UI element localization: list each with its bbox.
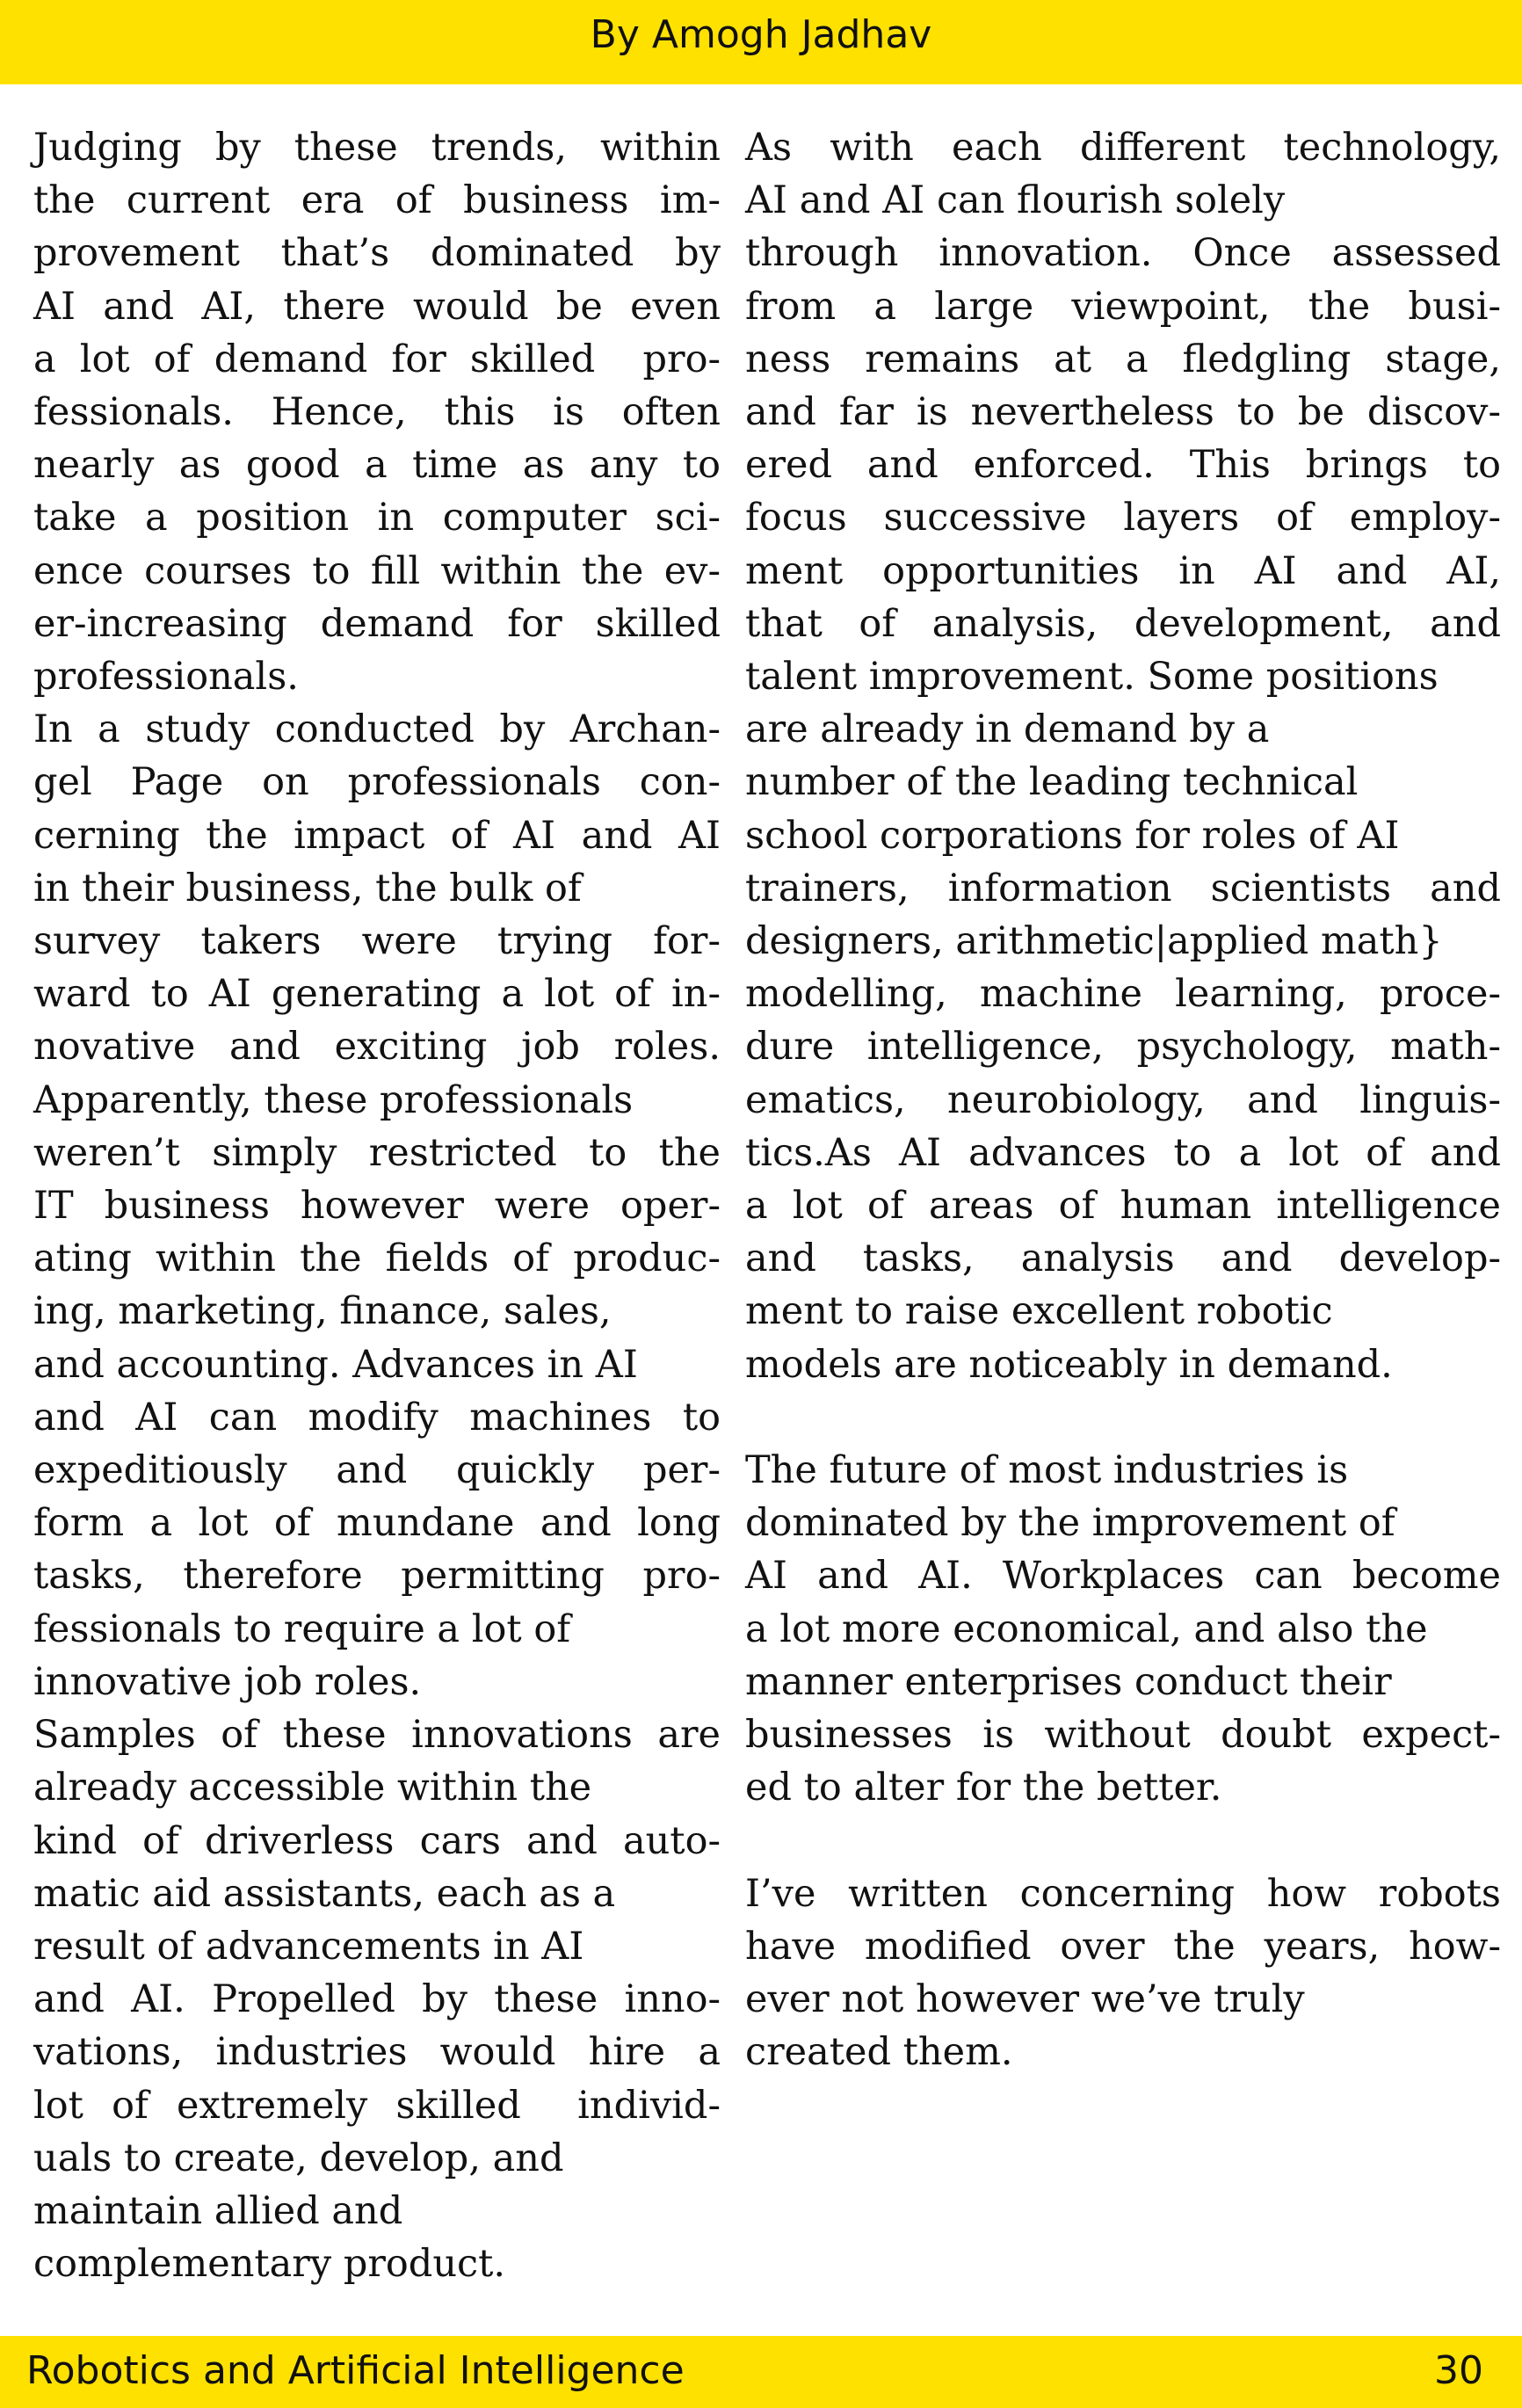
text-line: nearly as good a time as any to xyxy=(33,443,721,488)
text-line: and AI. Propelled by these inno- xyxy=(33,1977,721,2022)
text-line: novative and exciting job roles. xyxy=(33,1025,721,1070)
text-line: dure intelligence, psychology, math- xyxy=(745,1025,1501,1070)
text-line: ward to AI generating a lot of in- xyxy=(33,972,721,1017)
author-byline: By Amogh Jadhav xyxy=(590,12,932,57)
text-line: and AI can modify machines to xyxy=(33,1395,721,1440)
text-line: As with each different technology, xyxy=(745,126,1501,170)
text-line: uals to create, develop, and xyxy=(33,2136,564,2180)
text-line: already accessible within the xyxy=(33,1766,592,1810)
text-line: dominated by the improvement of xyxy=(745,1501,1395,1546)
text-line: complementary product. xyxy=(33,2242,506,2287)
article-left-column xyxy=(33,121,721,2290)
text-line: talent improvement. Some positions xyxy=(745,655,1439,700)
text-line: Judging by these trends, within xyxy=(33,126,721,170)
text-line: a lot more economical, and also the xyxy=(745,1607,1428,1651)
text-line: IT business however were oper- xyxy=(33,1184,721,1229)
text-line: I’ve written concerning how robots xyxy=(745,1871,1501,1916)
text-line: ness remains at a fledgling stage, xyxy=(745,337,1501,381)
text-line: a lot of areas of human intelligence xyxy=(745,1184,1501,1229)
text-line: ing, marketing, finance, sales, xyxy=(33,1289,612,1334)
text-line: The future of most industries is xyxy=(745,1448,1349,1493)
text-line: ematics, neurobiology, and linguis- xyxy=(745,1077,1501,1122)
text-line: and far is nevertheless to be discov- xyxy=(745,390,1501,435)
footer-bar xyxy=(0,2336,1522,2408)
article-right-column xyxy=(745,121,1501,2078)
text-line: form a lot of mundane and long xyxy=(33,1501,721,1546)
text-line: Apparently, these professionals xyxy=(33,1077,634,1122)
text-line: cerning the impact of AI and AI xyxy=(33,813,721,858)
text-line: ating within the fields of produc- xyxy=(33,1237,721,1281)
text-line: ment opportunities in AI and AI, xyxy=(745,548,1501,593)
text-line: matic aid assistants, each as a xyxy=(33,1871,616,1916)
header-bar xyxy=(0,0,1522,84)
text-line: gel Page on professionals con- xyxy=(33,760,721,805)
text-line: manner enterprises conduct their xyxy=(745,1659,1392,1704)
text-line: ed to alter for the better. xyxy=(745,1766,1222,1810)
text-line: In a study conducted by Archan- xyxy=(33,707,721,752)
text-line: designers, arithmetic|applied math} xyxy=(745,919,1443,964)
publication-title: Robotics and Artificial Intelligence xyxy=(26,2348,685,2393)
text-line: ered and enforced. This brings to xyxy=(745,443,1501,488)
text-line: trainers, information scientists and xyxy=(745,866,1501,910)
text-line: and accounting. Advances in AI xyxy=(33,1342,638,1387)
text-line: created them. xyxy=(745,2030,1013,2075)
page-number: 30 xyxy=(1434,2348,1483,2393)
text-line: tasks, therefore permitting pro- xyxy=(33,1554,721,1599)
text-line: in their business, the bulk of xyxy=(33,866,582,910)
text-line: lot of extremely skilled individ- xyxy=(33,2083,721,2128)
text-line: Samples of these innovations are xyxy=(33,1713,721,1758)
text-line: ence courses to fill within the ev- xyxy=(33,548,721,593)
text-line: focus successive layers of employ- xyxy=(745,496,1501,540)
text-line: provement that’s dominated by xyxy=(33,231,721,276)
text-line: take a position in computer sci- xyxy=(33,496,721,540)
text-line: through innovation. Once assessed xyxy=(745,231,1501,276)
text-line: ment to raise excellent robotic xyxy=(745,1289,1333,1334)
text-line: have modified over the years, how- xyxy=(745,1924,1501,1969)
text-line: a lot of demand for skilled pro- xyxy=(33,337,721,381)
text-line: innovative job roles. xyxy=(33,1659,422,1704)
text-line: models are noticeably in demand. xyxy=(745,1342,1393,1387)
text-line: that of analysis, development, and xyxy=(745,601,1501,646)
text-line: AI and AI. Workplaces can become xyxy=(745,1554,1501,1599)
paragraph-gap xyxy=(745,1391,1501,1444)
text-line: number of the leading technical xyxy=(745,760,1359,805)
text-line: modelling, machine learning, proce- xyxy=(745,972,1501,1017)
text-line: maintain allied and xyxy=(33,2188,403,2233)
text-line: businesses is without doubt expect- xyxy=(745,1713,1501,1758)
text-line: AI and AI can flourish solely xyxy=(745,178,1286,223)
text-line: weren’t simply restricted to the xyxy=(33,1130,721,1175)
text-line: and tasks, analysis and develop- xyxy=(745,1237,1501,1281)
text-line: survey takers were trying for- xyxy=(33,919,721,964)
text-line: fessionals to require a lot of xyxy=(33,1607,571,1651)
text-line: school corporations for roles of AI xyxy=(745,813,1400,858)
text-line: AI and AI, there would be even xyxy=(33,284,721,329)
text-line: the current era of business im- xyxy=(33,178,721,223)
text-line: expeditiously and quickly per- xyxy=(33,1448,721,1493)
text-line: from a large viewpoint, the busi- xyxy=(745,284,1501,329)
text-line: vations, industries would hire a xyxy=(33,2030,721,2075)
text-line: tics.As AI advances to a lot of and xyxy=(745,1130,1501,1175)
text-line: kind of driverless cars and auto- xyxy=(33,1818,721,1863)
text-line: are already in demand by a xyxy=(745,707,1270,752)
text-line: professionals. xyxy=(33,655,299,700)
text-line: result of advancements in AI xyxy=(33,1924,584,1969)
paragraph-gap xyxy=(745,1814,1501,1867)
text-line: fessionals. Hence, this is often xyxy=(33,390,721,435)
text-line: ever not however we’ve truly xyxy=(745,1977,1305,2022)
text-line: er-increasing demand for skilled xyxy=(33,601,721,646)
